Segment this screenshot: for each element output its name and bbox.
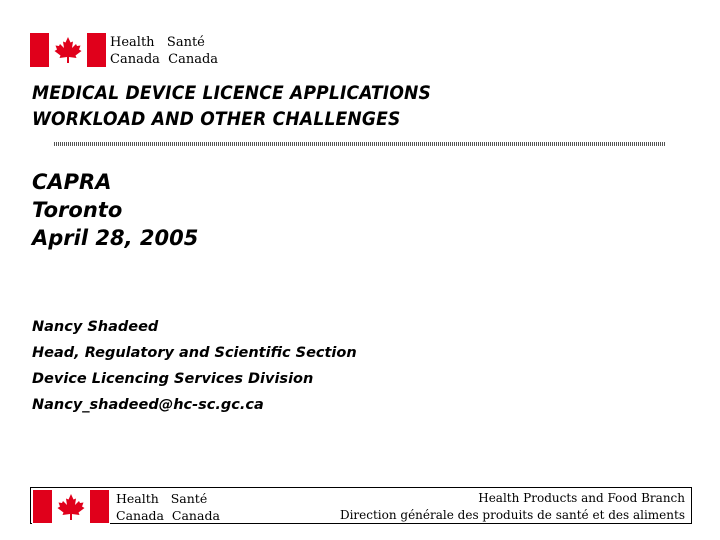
footer-department-wordmark [116, 490, 220, 524]
presenter-name: Nancy Shadeed [32, 319, 159, 335]
divider [54, 142, 665, 146]
branch-name [340, 490, 685, 524]
event-organization: CAPRA [32, 170, 112, 194]
title-line-1: MEDICAL DEVICE LICENCE APPLICATIONS [32, 82, 432, 104]
footer [30, 487, 692, 524]
event-details [32, 168, 198, 252]
event-city: Toronto [32, 198, 123, 222]
department-wordmark [110, 34, 218, 68]
branch-name-en: Health Products and Food Branch [478, 491, 685, 505]
presenter-position: Head, Regulatory and Scientific Section [32, 345, 357, 361]
presenter-details [32, 314, 357, 418]
canada-flag-icon [32, 489, 110, 524]
department-line-2: Canada Canada [110, 52, 219, 67]
presenter-email: Nancy_shadeed@hc-sc.gc.ca [32, 397, 264, 413]
event-date: April 28, 2005 [32, 226, 199, 250]
title-line-2: WORKLOAD AND OTHER CHALLENGES [32, 108, 401, 130]
page-title [32, 80, 431, 132]
canada-flag-icon [29, 32, 107, 68]
branch-name-fr: Direction générale des produits de santé et des aliments [339, 508, 685, 522]
footer-department-line-1: Health Santé [116, 491, 208, 506]
department-line-1: Health Santé [110, 35, 205, 50]
presenter-division: Device Licencing Services Division [32, 371, 314, 387]
footer-department-line-2: Canada Canada [116, 508, 220, 523]
